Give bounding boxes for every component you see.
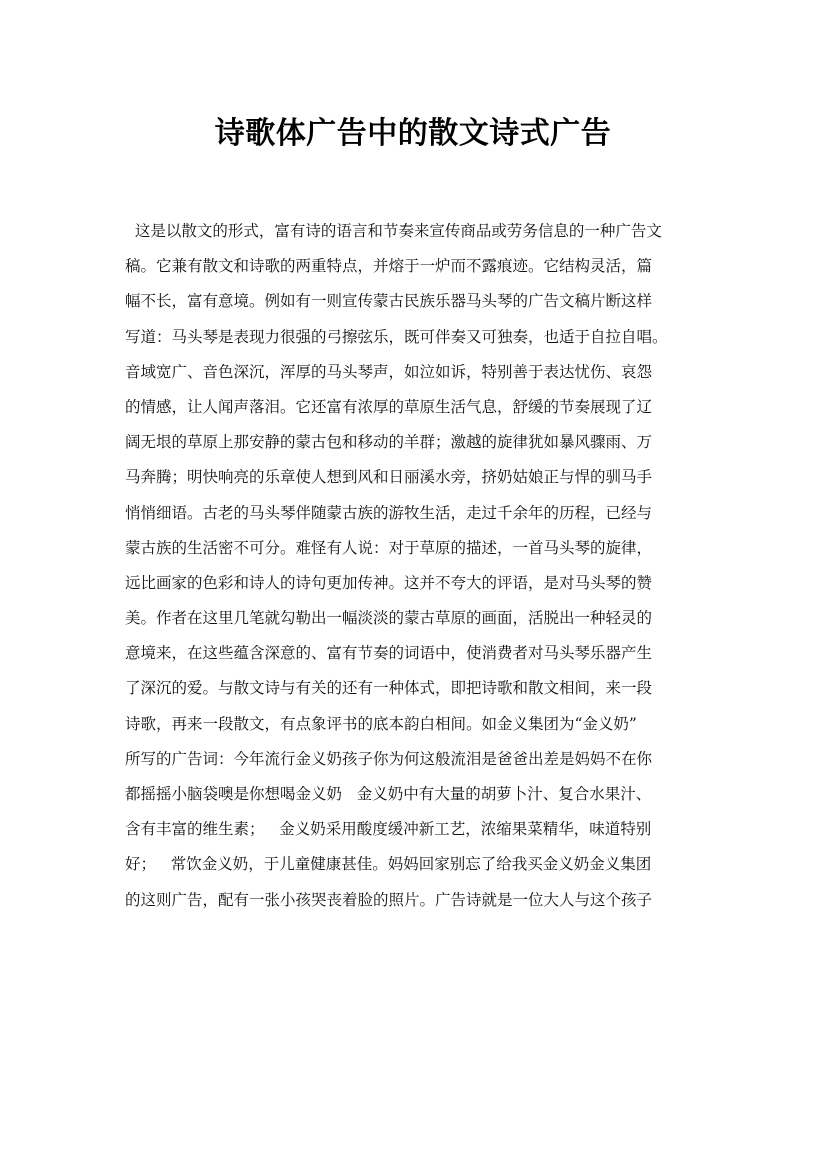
text-line: 阔无垠的草原上那安静的蒙古包和移动的羊群；激越的旋律犹如暴风骤雨、万 <box>125 433 653 452</box>
text-line: 远比画家的色彩和诗人的诗句更加传神。这并不夸大的评语，是对马头琴的赞 <box>125 573 653 592</box>
text-line: 稿。它兼有散文和诗歌的两重特点，并熔于一炉而不露痕迹。它结构灵活，篇 <box>125 257 653 276</box>
text-line: 诗歌，再来一段散文，有点象评书的底本韵白相间。如金义集团为“金义奶” <box>125 714 637 733</box>
text-line: 都摇摇小脑袋噢是你想喝金义奶 金义奶中有大量的胡萝卜汁、复合水果汁、 <box>125 785 652 803</box>
text-line: 美。作者在这里几笔就勾勒出一幅淡淡的蒙古草原的画面，活脱出一种轻灵的 <box>125 609 653 628</box>
text-line: 含有丰富的维生素； 金义奶采用酸度缓冲新工艺，浓缩果菜精华，味道特别 <box>125 820 652 839</box>
text-line: 幅不长，富有意境。例如有一则宣传蒙古民族乐器马头琴的广告文稿片断这样 <box>125 292 653 311</box>
text-line: 悄悄细语。古老的马头琴伴随蒙古族的游牧生活，走过千余年的历程，已经与 <box>125 503 653 522</box>
body-text <box>125 214 705 918</box>
text-line: 音域宽广、音色深沉，浑厚的马头琴声，如泣如诉，特别善于表达忧伤、哀怨 <box>125 362 653 381</box>
text-line: 好； 常饮金义奶，于儿童健康甚佳。妈妈回家别忘了给我买金义奶金义集团 <box>125 855 652 874</box>
text-line: 马奔腾；明快响亮的乐章使人想到风和日丽溪水旁，挤奶姑娘正与悍的驯马手 <box>125 468 653 487</box>
text-line: 的情感，让人闻声落泪。它还富有浓厚的草原生活气息，舒缓的节奏展现了辽 <box>125 397 653 416</box>
text-line: 写道：马头琴是表现力很强的弓擦弦乐，既可伴奏又可独奏，也适于自拉自唱。 <box>125 327 668 346</box>
text-line: 意境来，在这些蕴含深意的、富有节奏的词语中，使消费者对马头琴乐器产生 <box>125 644 653 663</box>
text-line: 这是以散文的形式，富有诗的语言和节奏来宣传商品或劳务信息的一种广告文 <box>125 222 662 240</box>
page-title: 诗歌体广告中的散文诗式广告 <box>214 116 612 151</box>
text-line: 蒙古族的生活密不可分。难怪有人说：对于草原的描述，一首马头琴的旋律， <box>125 538 653 557</box>
text-line: 所写的广告词：今年流行金义奶孩子你为何这般流泪是爸爸出差是妈妈不在你 <box>125 749 653 768</box>
text-line: 了深沉的爱。与散文诗与有关的还有一种体式，即把诗歌和散文相间，来一段 <box>125 679 653 698</box>
text-line: 的这则广告，配有一张小孩哭丧着脸的照片。广告诗就是一位大人与这个孩子 <box>125 890 653 909</box>
